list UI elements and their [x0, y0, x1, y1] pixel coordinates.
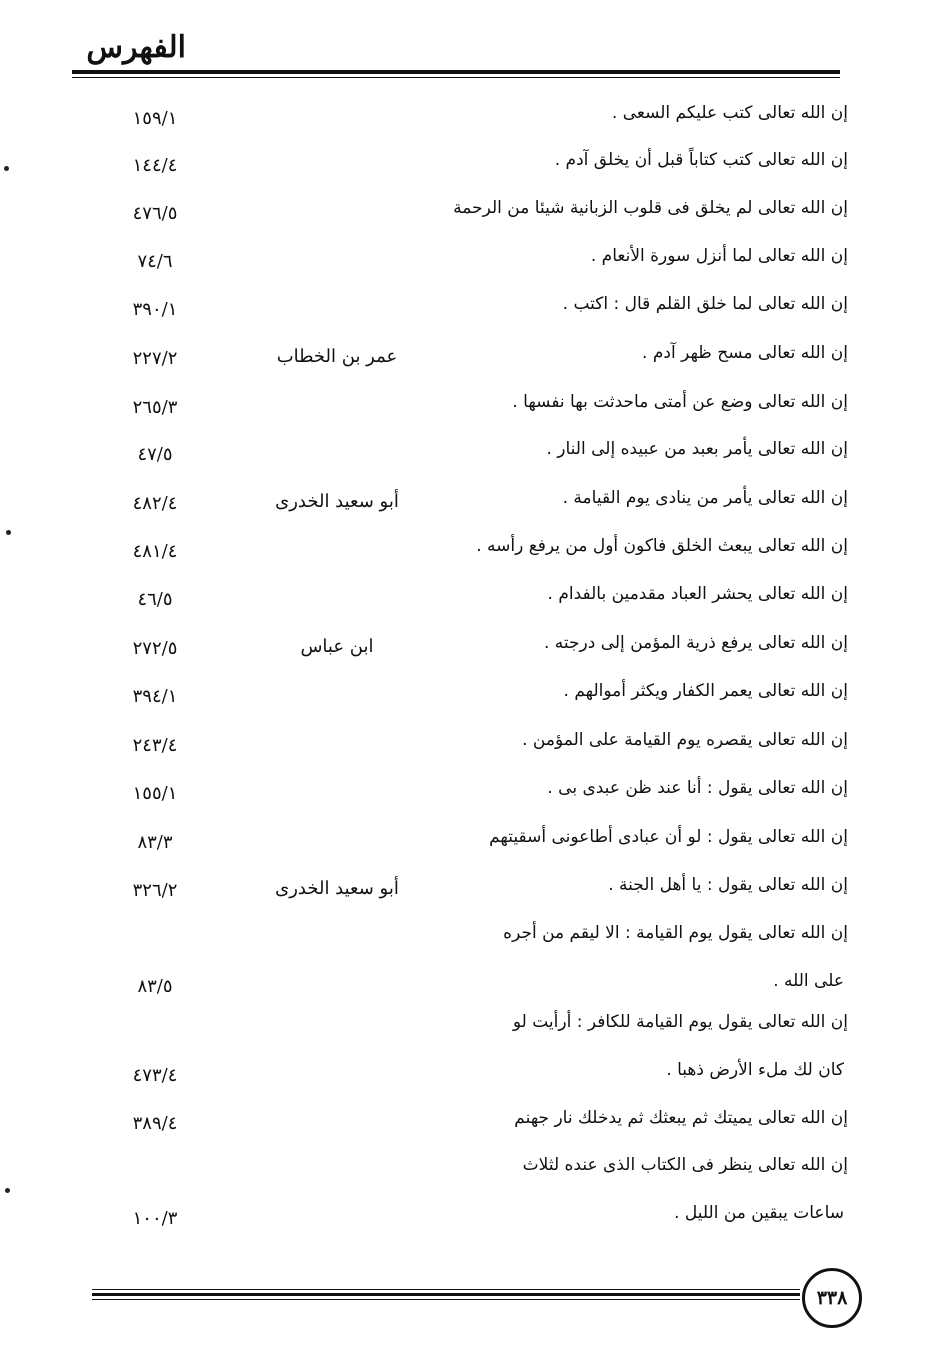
hadith-text: إن الله تعالى لما أنزل سورة الأنعام .: [590, 246, 848, 266]
volume-page-ref: ١٥٩/١: [132, 108, 178, 129]
index-entry: [0, 824, 928, 874]
volume-page-ref: ١٠٠/٣: [132, 1208, 178, 1229]
index-entry: [0, 195, 928, 245]
volume-page-ref: ٢٤٣/٤: [132, 735, 178, 756]
hadith-text: إن الله تعالى يحشر العباد مقدمين بالفدام .: [547, 584, 848, 604]
hadith-text: إن الله تعالى يأمر من ينادى يوم القيامة .: [562, 488, 848, 508]
hadith-text: إن الله تعالى يقول : أنا عند ظن عبدى بى .: [547, 778, 848, 798]
hadith-text: إن الله تعالى يقول يوم القيامة للكافر : أرأيت لو: [512, 1012, 848, 1032]
margin-speck: [4, 166, 9, 171]
hadith-text: إن الله تعالى يقصره يوم القيامة على المؤمن .: [522, 730, 848, 750]
index-entry: [0, 291, 928, 341]
volume-page-ref: ٣٩٤/١: [132, 686, 178, 707]
hadith-text: إن الله تعالى لم يخلق فى قلوب الزبانية شيئا من الرحمة: [453, 198, 848, 218]
index-entry: [0, 1152, 928, 1248]
volume-page-ref: ٤٧٣/٤: [132, 1065, 178, 1086]
narrator-name: ابن عباس: [300, 636, 374, 657]
volume-page-ref: ١٤٤/٤: [132, 155, 178, 176]
index-entry: [0, 920, 928, 1016]
index-entry: [0, 100, 928, 150]
volume-page-ref: ٤٨١/٤: [132, 541, 178, 562]
hadith-text: إن الله تعالى لما خلق القلم قال : اكتب .: [562, 294, 848, 314]
footer-rule-thick: [92, 1293, 800, 1296]
footer-rule-thin: [92, 1289, 800, 1290]
hadith-text-continuation: على الله .: [773, 971, 844, 991]
narrator-name: أبو سعيد الخدرى: [275, 491, 399, 512]
volume-page-ref: ٤٧/٥: [137, 444, 173, 465]
hadith-text: إن الله تعالى كتب كتاباً قبل أن يخلق آدم .: [554, 150, 848, 170]
volume-page-ref: ٣٩٠/١: [132, 299, 178, 320]
margin-speck: [5, 1188, 10, 1193]
index-entry: [0, 630, 928, 680]
hadith-text: إن الله تعالى يرفع ذرية المؤمن إلى درجته .: [543, 633, 848, 653]
index-entry: [0, 872, 928, 922]
volume-page-ref: ٨٣/٣: [137, 832, 173, 853]
hadith-text: إن الله تعالى ينظر فى الكتاب الذى عنده لثلاث: [522, 1155, 848, 1175]
header-rule-thin: [72, 77, 840, 78]
index-entry: [0, 340, 928, 390]
hadith-text: إن الله تعالى يعمر الكفار ويكثر أموالهم .: [563, 681, 848, 701]
volume-page-ref: ١٥٥/١: [132, 783, 178, 804]
index-entry: [0, 1105, 928, 1155]
hadith-text: إن الله تعالى يميتك ثم يبعثك ثم يدخلك نار جهنم: [514, 1108, 848, 1128]
volume-page-ref: ٣٢٦/٢: [132, 880, 178, 901]
volume-page-ref: ٤٧٦/٥: [132, 203, 178, 224]
index-entry: [0, 727, 928, 777]
volume-page-ref: ٣٨٩/٤: [132, 1113, 178, 1134]
volume-page-ref: ٤٦/٥: [137, 589, 173, 610]
index-entry: [0, 1009, 928, 1105]
index-entry: [0, 147, 928, 197]
hadith-text: إن الله تعالى يقول : لو أن عبادى أطاعونى أسقيتهم: [489, 827, 848, 847]
hadith-text: إن الله تعالى يأمر بعبد من عبيده إلى النار .: [546, 439, 848, 459]
margin-speck: [6, 530, 11, 535]
hadith-text-continuation: كان لك ملء الأرض ذهبا .: [666, 1060, 844, 1080]
hadith-text: إن الله تعالى مسح ظهر آدم .: [642, 343, 848, 363]
page-title: الفهرس: [86, 30, 186, 65]
index-entry: [0, 243, 928, 293]
hadith-text: إن الله تعالى يبعث الخلق فاكون أول من يرفع رأسه .: [476, 536, 848, 556]
hadith-text: إن الله تعالى كتب عليكم السعى .: [611, 103, 848, 123]
hadith-text: إن الله تعالى يقول : يا أهل الجنة .: [608, 875, 848, 895]
footer-rule-thin-2: [92, 1299, 800, 1300]
index-entry: [0, 775, 928, 825]
volume-page-ref: ٢٢٧/٢: [132, 348, 178, 369]
hadith-text-continuation: ساعات يبقين من الليل .: [674, 1203, 844, 1223]
narrator-name: عمر بن الخطاب: [276, 346, 398, 367]
index-entry: [0, 533, 928, 583]
volume-page-ref: ٧٤/٦: [137, 251, 173, 272]
narrator-name: أبو سعيد الخدرى: [275, 878, 399, 899]
index-entry: [0, 581, 928, 631]
volume-page-ref: ٤٨٢/٤: [132, 493, 178, 514]
volume-page-ref: ٢٦٥/٣: [132, 397, 178, 418]
index-entry: [0, 436, 928, 486]
index-entry: [0, 678, 928, 728]
header-rule-thick: [72, 70, 840, 74]
volume-page-ref: ٢٧٢/٥: [132, 638, 178, 659]
volume-page-ref: ٨٣/٥: [137, 976, 173, 997]
hadith-text: إن الله تعالى وضع عن أمتى ماحدثت بها نفسها .: [512, 392, 848, 412]
index-entry: [0, 389, 928, 439]
hadith-text: إن الله تعالى يقول يوم القيامة : الا ليقم من أجره: [503, 923, 848, 943]
page-number: ٣٣٨: [802, 1268, 862, 1328]
index-entry: [0, 485, 928, 535]
